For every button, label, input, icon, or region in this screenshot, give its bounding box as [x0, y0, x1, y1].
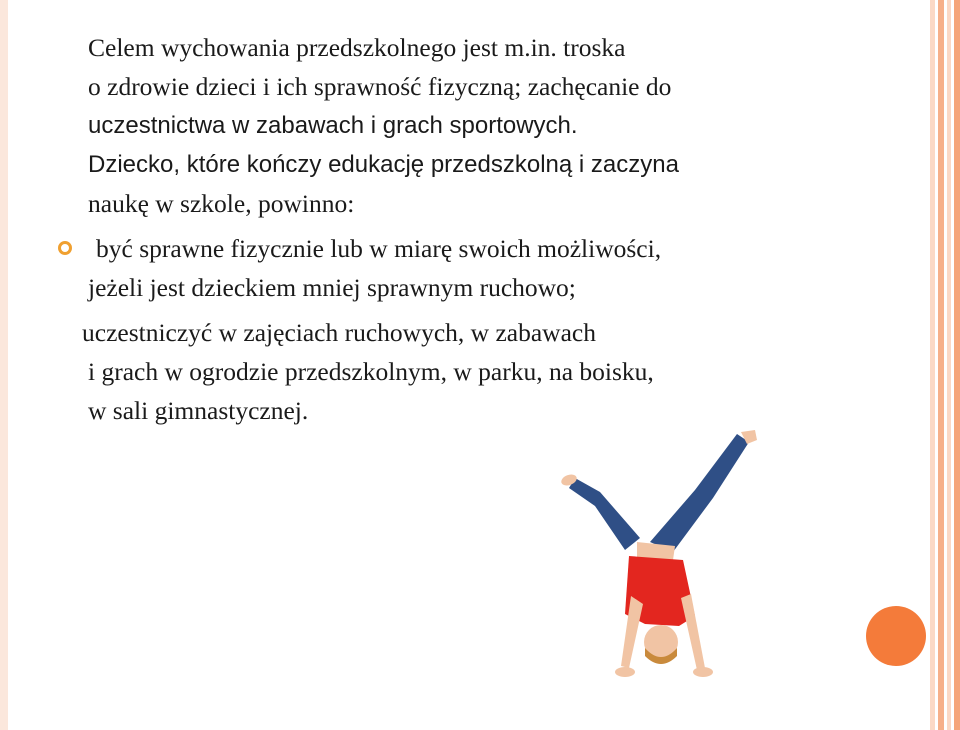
- list-item-2-line-3: w sali gimnastycznej.: [88, 396, 309, 425]
- paragraph-2-line-1: Dziecko, które kończy edukację przedszkolną i zaczyna: [88, 151, 679, 178]
- decorative-stripes: [930, 0, 960, 730]
- paragraph-1-line-2: o zdrowie dzieci i ich sprawność fizyczną; zachęcanie do: [88, 72, 672, 101]
- ring-bullet-icon: [57, 240, 73, 256]
- paragraph-1-line-1: Celem wychowania przedszkolnego jest m.in. troska: [88, 33, 626, 62]
- paragraph-1-line-3: uczestnictwa w zabawach i grach sportowych.: [88, 112, 578, 139]
- bullet-item-1: [88, 229, 888, 307]
- child-cartwheel-figure: [555, 420, 770, 690]
- slide-body: [82, 28, 888, 430]
- paragraph-2-line-2: naukę w szkole, powinno:: [88, 189, 355, 218]
- list-item-2-line-1: uczestniczyć w zajęciach ruchowych, w zabawach: [82, 318, 596, 347]
- bullet-item-1-line-2: jeżeli jest dzieckiem mniej sprawnym ruchowo;: [88, 273, 576, 302]
- bullet-item-1-line-1: być sprawne fizycznie lub w miarę swoich możliwości,: [96, 234, 662, 263]
- list-item-2-line-2: i grach w ogrodzie przedszkolnym, w parku, na boisku,: [88, 357, 654, 386]
- left-edge-band: [0, 0, 8, 730]
- list-item-2: [82, 313, 888, 430]
- orange-circle-decoration: [866, 606, 926, 666]
